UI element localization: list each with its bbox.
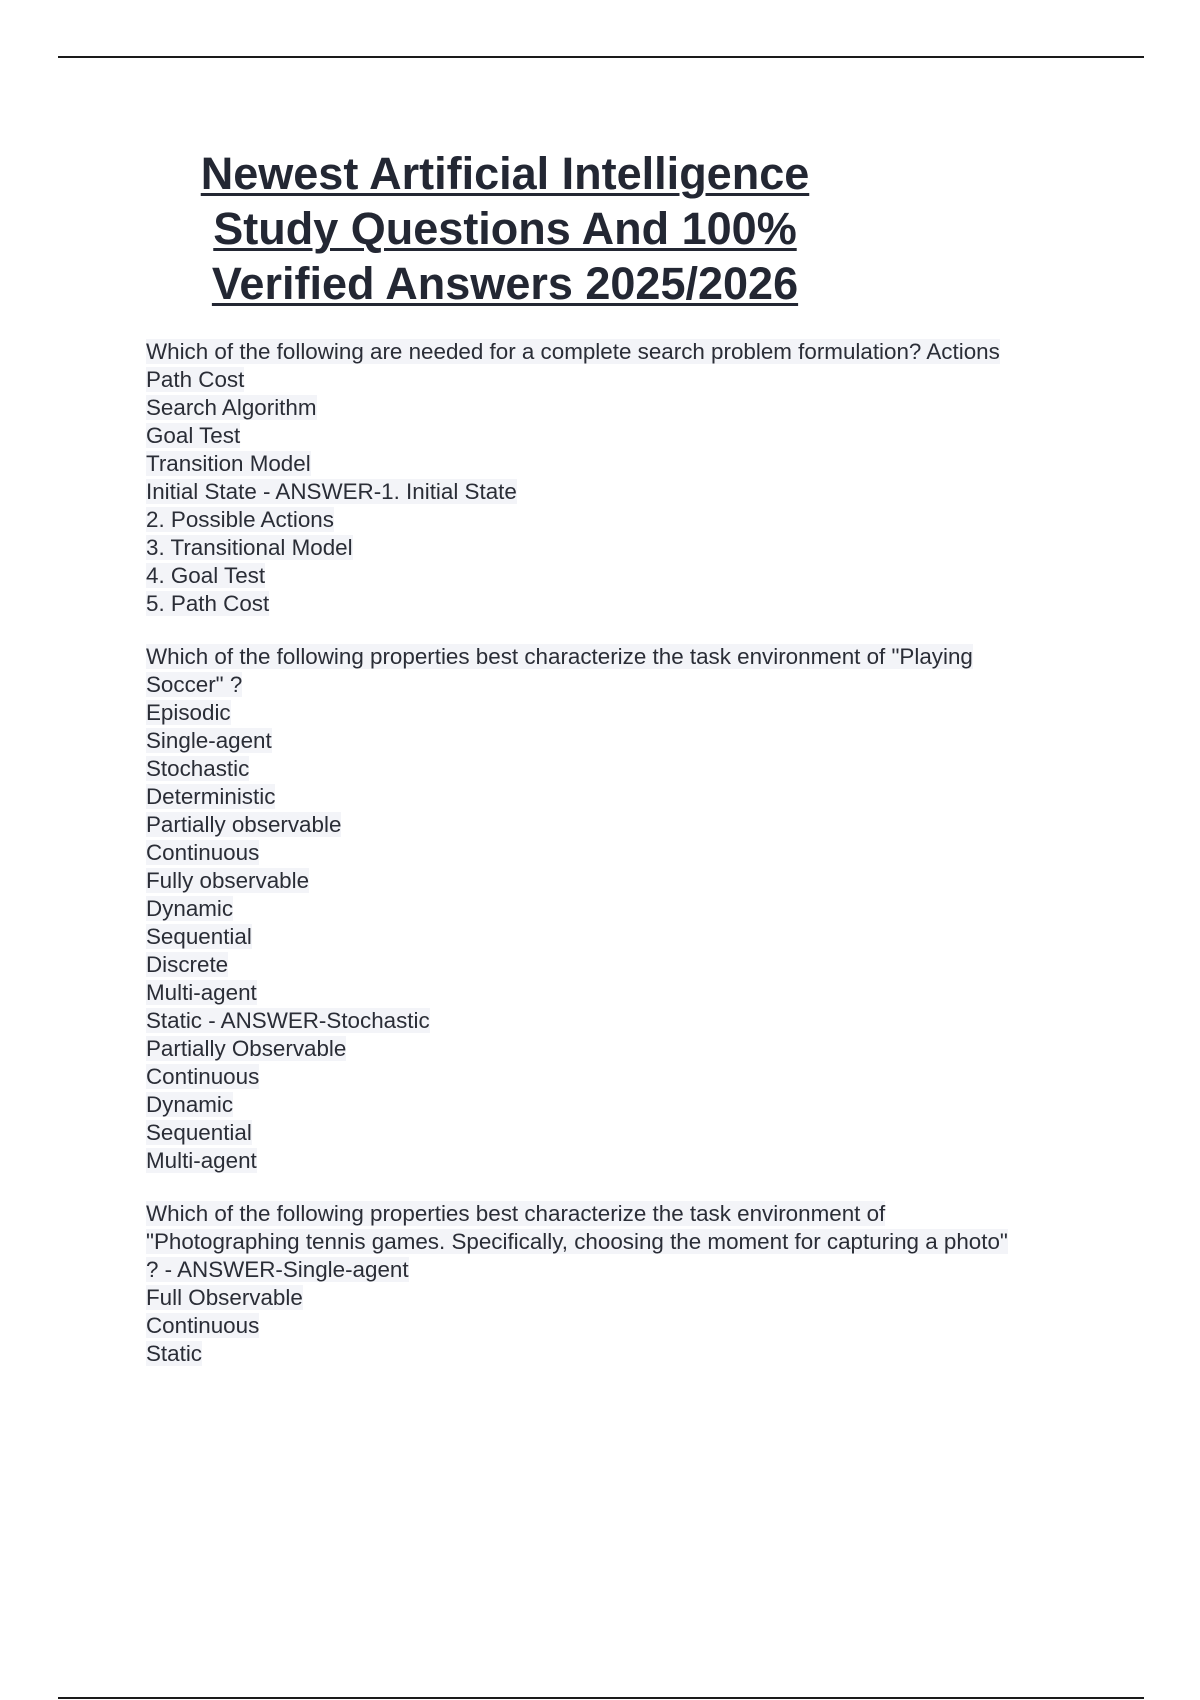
question-text: Single-agent	[146, 728, 272, 753]
question-line	[146, 1312, 1096, 1340]
question-text: Path Cost	[146, 367, 245, 392]
question-line	[146, 1228, 1096, 1256]
question-line	[146, 366, 1096, 394]
question-line	[146, 979, 1096, 1007]
document-title	[140, 146, 870, 311]
question-text: "Photographing tennis games. Specifically, choosing the moment for capturing a photo"	[146, 1229, 1008, 1254]
question-text: Continuous	[146, 1064, 260, 1089]
question-text: Sequential	[146, 1120, 252, 1145]
question-text: Which of the following properties best characterize the task environment of	[146, 1201, 886, 1226]
question-line	[146, 1063, 1096, 1091]
question-line	[146, 811, 1096, 839]
question-text: Which of the following are needed for a complete search problem formulation? Actions	[146, 339, 1000, 364]
question-text: Transition Model	[146, 451, 311, 476]
question-line	[146, 1340, 1096, 1368]
question-line	[146, 1200, 1096, 1228]
question-text: 3. Transitional Model	[146, 535, 353, 560]
question-line	[146, 839, 1096, 867]
question-line	[146, 951, 1096, 979]
question-text: Multi-agent	[146, 1148, 257, 1173]
question-text: Fully observable	[146, 868, 310, 893]
question-line	[146, 422, 1096, 450]
question-block	[146, 1200, 1096, 1368]
question-text: Continuous	[146, 1313, 260, 1338]
question-line	[146, 1119, 1096, 1147]
question-line	[146, 699, 1096, 727]
question-line	[146, 590, 1096, 618]
question-line	[146, 1147, 1096, 1175]
question-text: Deterministic	[146, 784, 276, 809]
question-text: Sequential	[146, 924, 252, 949]
question-line	[146, 1035, 1096, 1063]
question-line	[146, 867, 1096, 895]
question-text: Soccer" ?	[146, 672, 243, 697]
question-line	[146, 338, 1096, 366]
question-line	[146, 671, 1096, 699]
question-line	[146, 1284, 1096, 1312]
question-text: ? - ANSWER-Single-agent	[146, 1257, 409, 1282]
question-text: Partially Observable	[146, 1036, 347, 1061]
question-block	[146, 643, 1096, 1175]
title-line: Verified Answers 2025/2026	[211, 258, 799, 309]
question-text: Static - ANSWER-Stochastic	[146, 1008, 430, 1033]
question-text: Initial State - ANSWER-1. Initial State	[146, 479, 517, 504]
question-line	[146, 895, 1096, 923]
question-line	[146, 450, 1096, 478]
bottom-rule	[58, 1697, 1144, 1699]
title-line: Study Questions And 100%	[213, 203, 797, 254]
question-text: 4. Goal Test	[146, 563, 266, 588]
question-line	[146, 923, 1096, 951]
question-line	[146, 1091, 1096, 1119]
question-line	[146, 394, 1096, 422]
question-text: Multi-agent	[146, 980, 257, 1005]
question-text: Dynamic	[146, 896, 234, 921]
question-text: Continuous	[146, 840, 260, 865]
question-text: Full Observable	[146, 1285, 303, 1310]
question-line	[146, 755, 1096, 783]
question-text: Partially observable	[146, 812, 342, 837]
question-text: Stochastic	[146, 756, 250, 781]
question-text: 2. Possible Actions	[146, 507, 334, 532]
question-line	[146, 783, 1096, 811]
question-text: Episodic	[146, 700, 231, 725]
title-line: Newest Artificial Intelligence	[200, 148, 810, 199]
question-line	[146, 1256, 1096, 1284]
question-line	[146, 534, 1096, 562]
question-line	[146, 506, 1096, 534]
question-text: Discrete	[146, 952, 229, 977]
question-line	[146, 1007, 1096, 1035]
question-line	[146, 727, 1096, 755]
question-line	[146, 643, 1096, 671]
question-text: Static	[146, 1341, 202, 1366]
question-block	[146, 338, 1096, 618]
question-text: Which of the following properties best characterize the task environment of "Playing	[146, 644, 973, 669]
question-text: Search Algorithm	[146, 395, 317, 420]
question-text: 5. Path Cost	[146, 591, 270, 616]
top-rule	[58, 56, 1144, 58]
questions-list	[146, 338, 1096, 1393]
question-line	[146, 478, 1096, 506]
question-line	[146, 562, 1096, 590]
question-text: Goal Test	[146, 423, 241, 448]
question-text: Dynamic	[146, 1092, 234, 1117]
